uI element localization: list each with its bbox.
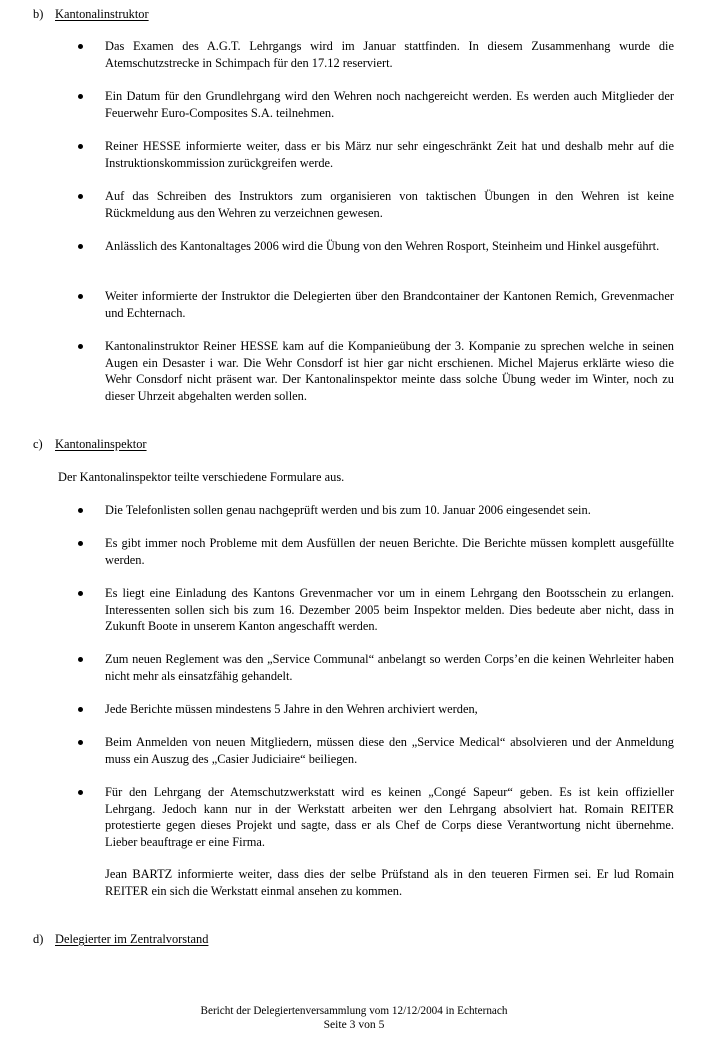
list-item-text: Auf das Schreiben des Instruktors zum organisieren von taktischen Übungen in den Wehren ist keine Rückmeldung aus den Wehren zu verzeichnen gewesen. bbox=[105, 189, 674, 220]
section-letter: d) bbox=[33, 932, 44, 946]
page-footer bbox=[0, 1004, 708, 1032]
bullet-icon bbox=[78, 44, 83, 49]
followup-paragraph: Jean BARTZ informierte weiter, dass dies der selbe Prüfstand als in den teueren Firmen sei. Er lud Romain REITER ein sich die Werkstatt einmal ansehen zu kommen. bbox=[105, 867, 674, 898]
bullet-icon bbox=[78, 508, 83, 513]
list-item-text: Weiter informierte der Instruktor die Delegierten über den Brandcontainer der Kantonen Remich, Grevenmacher und Echternach. bbox=[105, 289, 674, 320]
bullet-icon bbox=[78, 344, 83, 349]
list-item-text: Kantonalinstruktor Reiner HESSE kam auf die Kompanieübung der 3. Kompanie zu sprechen welche in seinen Augen ein Desaster i war. Die Wehr Consdorf ist hier gar nicht erschienen. Michel Majerus erklärte wieso die Wehr Consdorf nicht präsent war. Der Kantonalinspektor meinte dass solche Übung weder im Winter, noch zu dieser Uhrzeit abgehalten werden sollen. bbox=[105, 339, 674, 403]
section-c-heading bbox=[33, 436, 147, 452]
footer-report-title: Bericht der Delegiertenversammlung vom 12/12/2004 in Echternach bbox=[200, 1005, 508, 1017]
list-item-text: Es gibt immer noch Probleme mit dem Ausfüllen der neuen Berichte. Die Berichte müssen komplett ausgefüllte werden. bbox=[105, 536, 674, 567]
section-title: Delegierter im Zentralvorstand bbox=[55, 932, 209, 946]
bullet-icon bbox=[78, 94, 83, 99]
bullet-icon bbox=[78, 707, 83, 712]
section-intro: Der Kantonalinspektor teilte verschiedene Formulare aus. bbox=[58, 470, 345, 484]
section-letter: c) bbox=[33, 437, 43, 451]
list-item-text: Jede Berichte müssen mindestens 5 Jahre in den Wehren archiviert werden, bbox=[105, 702, 478, 716]
section-letter: b) bbox=[33, 7, 44, 21]
list-item-text: Es liegt eine Einladung des Kantons Grevenmacher vor um in einem Lehrgang den Bootsschein zu erlangen. Interessenten sollen sich bis zum 16. Dezember 2005 beim Inspektor melden. Dies bedeute aber nicht, dass in Zukunft Boote in unserem Kanton angeschafft werden. bbox=[105, 586, 674, 634]
bullet-icon bbox=[78, 591, 83, 596]
list-item-text: Die Telefonlisten sollen genau nachgeprüft werden und bis zum 10. Januar 2006 eingesendet sein. bbox=[105, 503, 591, 517]
section-title: Kantonalinstruktor bbox=[55, 7, 149, 21]
section-title: Kantonalinspektor bbox=[55, 437, 147, 451]
bullet-icon bbox=[78, 144, 83, 149]
list-item-text: Reiner HESSE informierte weiter, dass er bis März nur sehr eingeschränkt Zeit hat und deshalb mehr auf die Instruktionskommission zurückgreifen werde. bbox=[105, 139, 674, 170]
list-item-text: Anlässlich des Kantonaltages 2006 wird die Übung von den Wehren Rosport, Steinheim und Hinkel ausgeführt. bbox=[105, 239, 660, 253]
bullet-icon bbox=[78, 740, 83, 745]
list-item-text: Das Examen des A.G.T. Lehrgangs wird im Januar stattfinden. In diesem Zusammenhang wurde die Atemschutzstrecke in Schimpach für den 17.12 reserviert. bbox=[105, 39, 674, 70]
list-item-text: Ein Datum für den Grundlehrgang wird den Wehren noch nachgereicht werden. Es werden auch Mitglieder der Feuerwehr Euro-Composites S.A. teilnehmen. bbox=[105, 89, 674, 120]
section-b-heading bbox=[33, 6, 149, 22]
bullet-icon bbox=[78, 657, 83, 662]
bullet-icon bbox=[78, 194, 83, 199]
list-item-text: Zum neuen Reglement was den „Service Communal“ anbelangt so werden Corps’en die keinen Wehrleiter haben nicht mehr als einsatzfähig gehandelt. bbox=[105, 652, 674, 683]
section-d-heading bbox=[33, 931, 208, 947]
bullet-icon bbox=[78, 244, 83, 249]
bullet-icon bbox=[78, 541, 83, 546]
footer-page-number: Seite 3 von 5 bbox=[323, 1018, 385, 1031]
list-item-text: Beim Anmelden von neuen Mitgliedern, müssen diese den „Service Medical“ absolvieren und der Anmeldung muss ein Auszug des „Casier Judiciaire“ beiliegen. bbox=[105, 735, 674, 766]
list-item-text: Für den Lehrgang der Atemschutzwerkstatt wird es keinen „Congé Sapeur“ geben. Es ist kein offizieller Lehrgang. Jedoch kann nur in der Werkstatt arbeiten wer den Lehrgang absolviert hat. Romain REITER protestierte gegen dieses Projekt und sagte, dass er als Chef de Corps diese Verantwortung nicht übernehme. Lieber beauftrage er eine Firma. bbox=[105, 785, 674, 849]
bullet-icon bbox=[78, 790, 83, 795]
bullet-icon bbox=[78, 294, 83, 299]
